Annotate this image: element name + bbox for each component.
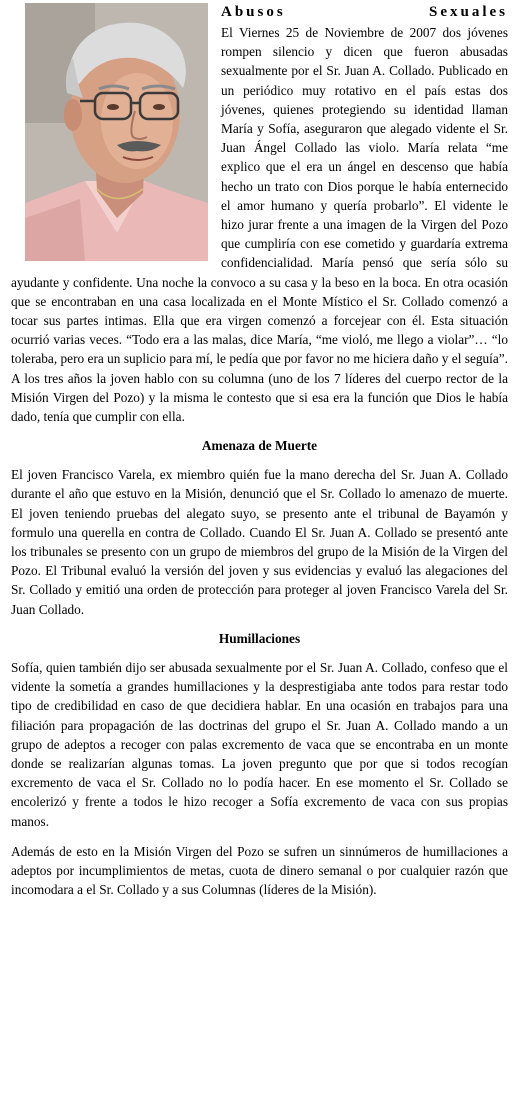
section-title-threat: Amenaza de Muerte: [201, 438, 318, 454]
portrait-illustration: [25, 3, 208, 261]
portrait-photo: [25, 3, 208, 261]
paragraph-threat: El joven Francisco Varela, ex miembro quién fue la mano derecha del Sr. Juan A. Collado durante el año que estuvo en la Misión, denunció que el Sr. Collado lo amenazo de muerte. El joven teniendo pruebas del alegato suyo, se presento ante el tribunal de Bayamón y formulo una querella en contra de Collado. Cuando El Sr. Juan A. Collado se presentó ante los tribunales se presento con un grupo de miembros del grupo de la Misión de la Virgen del Pozo. El Tribunal evaluó la versión del joven y sus evidencias y evaluó las alegaciones del Sr. Collado y emitió una orden de protección para proteger al joven Francisco Varela del Sr. Juan Collado.: [11, 467, 508, 617]
paragraph-mission: Además de esto en la Misión Virgen del Pozo se sufren un sinnúmeros de humillaciones a adeptos por incumplimientos de metas, cuota de dinero semanal o por cualquier razón que incomodara a el Sr. Collado y a sus Columnas (líderes de la Misión).: [11, 843, 508, 898]
paragraph-abuse: El Viernes 25 de Noviembre de 2007 dos jóvenes rompen silencio y dicen que fueron abusadas sexualmente por el Sr. Juan A. Collado. Publicado en un periódico muy rotativo en el país estas dos jóvenes, quienes protegiendo su identidad llaman María y Sofía, aseguraron que alegado vidente el Sr. Juan Ángel Collado las violo. María relata “me explico que el era un ángel en descenso que había hecho un trato con Dios porque le había enternecido el amor humano y quería probarlo”. El vidente le hizo jurar frente a una imagen de la Virgen del Pozo que cumpliría con ese cometido y guardaría extrema confidencialidad. María pensó que sería sólo su ayudante y confidente. Una noche la convoco a su casa y la beso en la boca. En otra ocasión que se encontraban en una casa localizada en el Monte Místico el Sr. Collado comenzó a tocar sus partes intimas. Ella que era virgen comenzó a forcejear con él. Esta situación ocurrió varias veces. “Todo era a las malas, dice María, “me violó, me llego a violar”… “lo toleraba, pero era un suplicio para mí, le pedía que por favor no me hiciera daño y el seguía”. A los tres años la joven hablo con su columna (uno de los 7 líderes del cuerpo rector de la Misión Virgen del Pozo) y la misma le contesto que si esa era la función que Dios le había dado, tenía que cumplir con ella.: [11, 25, 508, 425]
paragraph-humiliation: Sofía, quien también dijo ser abusada sexualmente por el Sr. Juan A. Collado, confeso que el vidente la sometía a grandes humillaciones y la desprestigiaba ante todos para restar todo tipo de credibilidad en caso de que decidiera hablar. En una ocasión en trabajos para una filiación para propagación de las doctrinas del grupo el Sr. Juan A. Collado mando a un grupo de adeptos a recoger con palas excremento de vaca que se encontraba en un monte donde se realizarían algunas tomas. La joven pregunto que por que si todos recogían excremento de vaca el Sr. Collado no lo podía hacer. En ese momento el Sr. Collado se encolerizó y frente a todos le hizo recoger a Sofía excremento de vaca con sus propias manos.: [11, 659, 508, 829]
article-page: [0, 3, 518, 1107]
article-title: Abusos Sexuales: [221, 4, 508, 20]
section-title-humiliation: Humillaciones: [218, 630, 301, 646]
